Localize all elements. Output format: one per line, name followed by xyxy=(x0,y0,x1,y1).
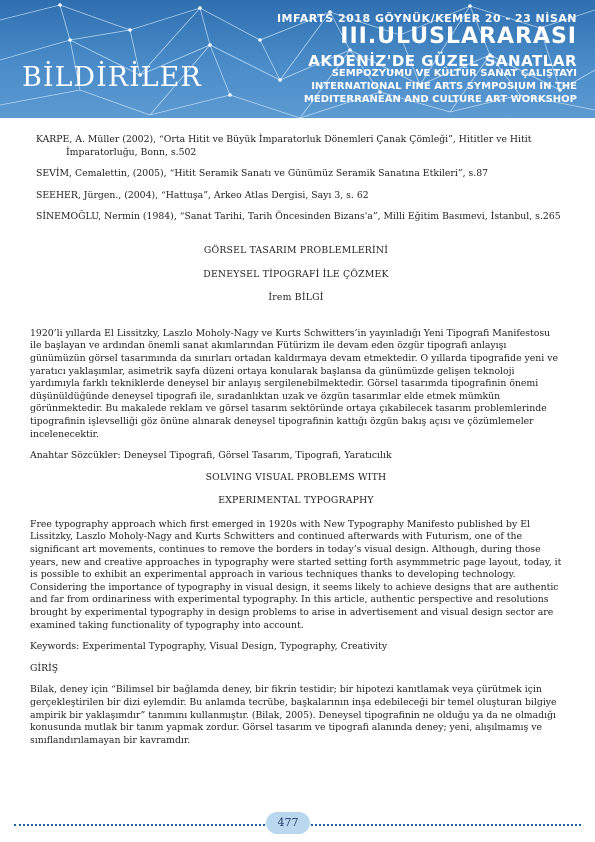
reference-entry: SEVİM, Cemalettin, (2005), “Hitit Seramik Sanatı ve Günümüz Seramik Sanatına Etkileri”, s.87 xyxy=(36,168,489,180)
symposium-title: III.ULUSLARARASI xyxy=(340,24,577,49)
page-header-banner xyxy=(0,0,595,118)
article-title-tr-line2: DENEYSEL TİPOGRAFİ İLE ÇÖZMEK xyxy=(203,268,389,280)
article-title-en-line1: SOLVING VISUAL PROBLEMS WITH xyxy=(205,471,387,483)
abstract-en: Free typography approach which first emerged in 1920s with New Typography Manifesto published by El Lissitzky, Laszlo Moholy-Nagy and Kurts Schwitters and continued afterwards with Futurism, one of the significant art movements, continues to remove the borders in today’s visual design. Although, during those years, new and creative approaches in typography were started setting forth asymmmetric page layout, today, it is possible to exhibit an experimental approach in various techniques thanks to developing technology. Considering the importance of typography in visual design, it seems likely to achieve designs that are authentic and far from ordinariness with experimental typography. In this article, authentic perspective and resolutions brought by experimental typography in design problems to arise in advertisement and visual design sector are examined taking functionality of typography into account. xyxy=(30,518,562,631)
page-content xyxy=(30,134,562,756)
symposium-subtitle: AKDENİZ'DE GÜZEL SANATLAR xyxy=(308,52,577,70)
reference-entry: SEEHER, Jürgen., (2004), “Hattuşa”, Arkeo Atlas Dergisi, Sayı 3, s. 62 xyxy=(36,189,369,201)
abstract-tr: 1920’li yıllarda El Lissitzky, Laszlo Moholy-Nagy ve Kurts Schwitters’in yayınladığı Yeni Tipografi Manifestosu ile başlayan ve ardından önemli sanat akımlarından Fütürizm ile devam eden özgür tipografi anlayışı günümüzün görsel tasarımında da sınırları ortadan kaldırmaya devam etmektedir. O yıllarda tipografide yeni ve yaratıcı yaklaşımlar, asimetrik sayfa düzeni ortaya konularak başlansa da günümüzde gelişen teknoloji yardımıyla farklı tekniklerde deneysel bir anlayış sergilenebilmektedir. Görsel tasarımda tipografinin önemi düşünüldüğünde deneysel tipografi ile, sıradanlıktan uzak ve özgün tasarımlar elde etmek mümkün görünmektedir. Bu makalede reklam ve görsel tasarım sektöründe ortaya çıkabilecek tasarım problemlerinde tipografinin işlevselliği göz önüne alınarak deneysel tipografinin kattığı özgün bakış açısı ve çözümlemeler incelenecektir. xyxy=(30,327,558,440)
article-title-en-line2: EXPERIMENTAL TYPOGRAPHY xyxy=(218,495,374,507)
reference-entry: SİNEMOĞLU, Nermin (1984), “Sanat Tarihi, Tarih Öncesinden Bizans'a”, Milli Eğitim Basımevi, İstanbul, s.265 xyxy=(36,211,561,223)
symposium-subtitle-tr: SEMPOZYUMU VE KÜLTÜR SANAT ÇALIŞTAYI xyxy=(331,68,577,79)
page-number: 477 xyxy=(266,812,310,834)
symposium-subtitle-en-1: INTERNATIONAL FINE ARTS SYMPOSIUM IN THE xyxy=(311,81,577,92)
article-title-tr-line1: GÖRSEL TASARIM PROBLEMLERİNİ xyxy=(203,244,389,256)
reference-entry: KARPE, A. Müller (2002), “Orta Hitit ve Büyük İmparatorluk Dönemleri Çanak Çömleği”, Hititler ve Hitit İmparatorluğu, Bonn, s.502 xyxy=(36,134,532,158)
intro-paragraph: Bilak, deney için “Bilimsel bir bağlamda deney, bir fikrin testidir; bir hipotezi kanıtlamak veya çürütmek için gerçekleştirilen bir dizi eylemdir. Bu anlamda tecrübe, başkalarının inşa edebileceği bir temel oluşturan bilgiye ampirik bir yaklaşımdır” tanımını kullanmıştır. (Bilak, 2005). Deneysel tipografinin ne olduğu ya da ne olmadığı konusunda mutlak bir tanım yapmak zordur. Görsel tasarım ve tipografi alanında deney; yeni, alışılmamış ve sınıflandırılamayan bir kavramdır. xyxy=(30,684,557,746)
keywords-en: Keywords: Experimental Typography, Visual Design, Typography, Creativity xyxy=(30,641,388,653)
keywords-tr: Anahtar Sözcükler: Deneysel Tipografi, Görsel Tasarım, Tipografi, Yaratıcılık xyxy=(30,450,392,462)
symposium-subtitle-en-2: MEDITERRANEAN AND CULTURE ART WORKSHOP xyxy=(303,94,577,105)
article-author: İrem BİLGİ xyxy=(268,292,324,304)
section-heading-giris: GİRİŞ xyxy=(30,662,59,674)
section-label: BİLDİRİLER xyxy=(22,62,202,93)
event-line: IMFARTS 2018 GÖYNÜK/KEMER 20 - 23 NİSAN xyxy=(276,12,577,25)
